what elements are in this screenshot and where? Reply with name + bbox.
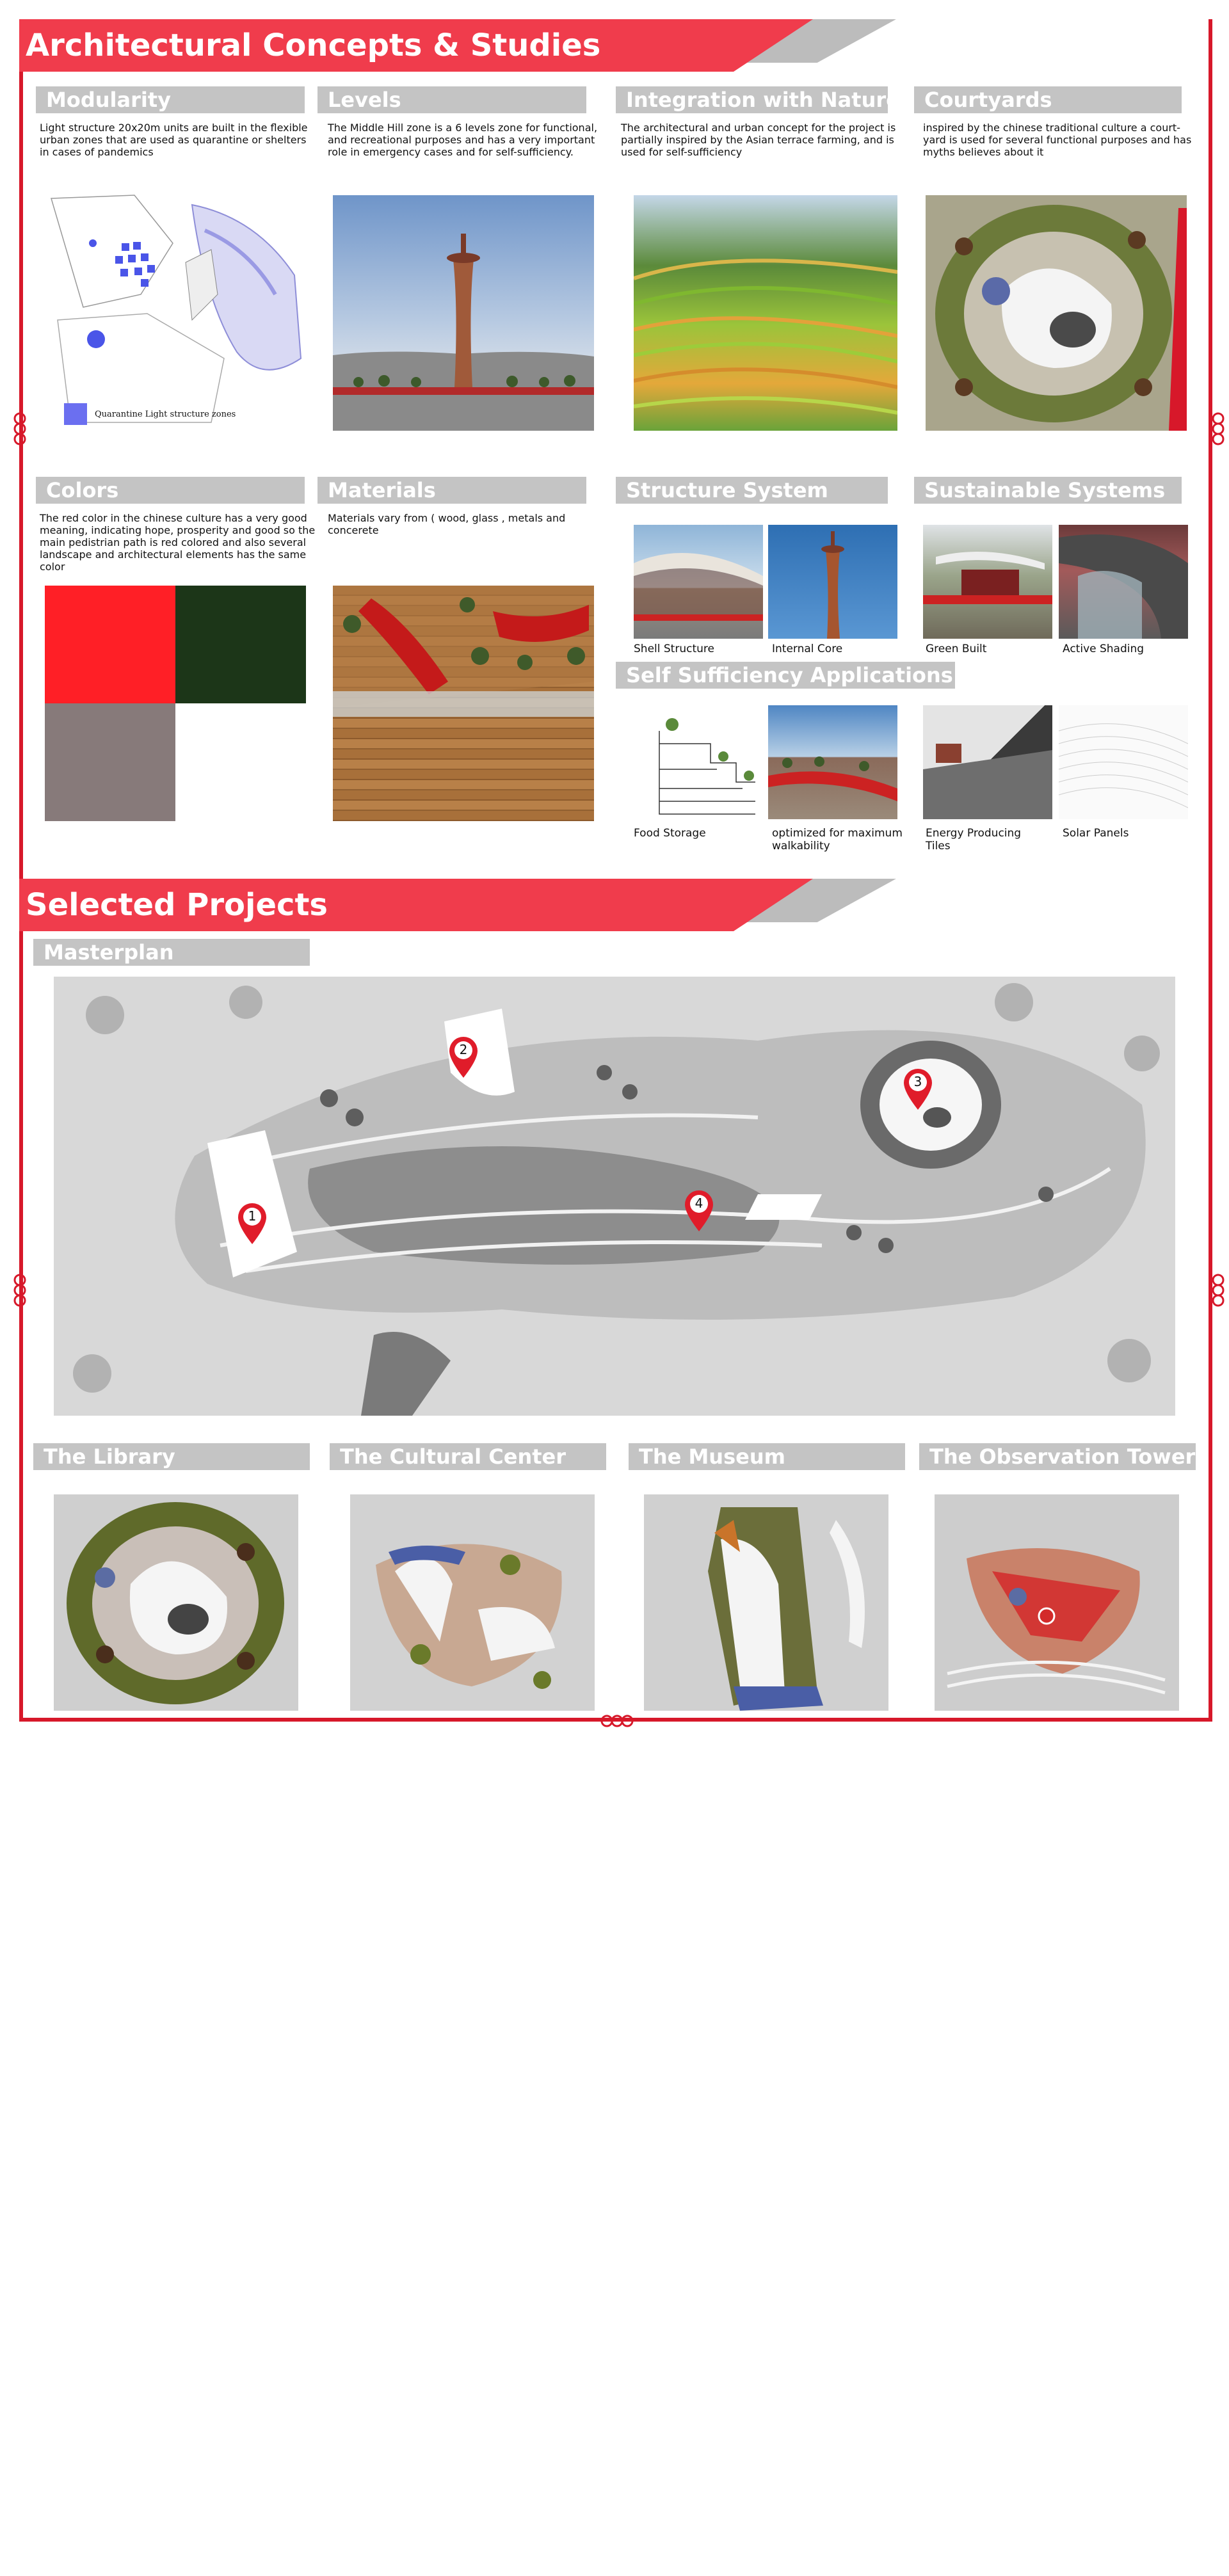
active-shading-image	[1059, 525, 1188, 639]
active-shading-caption: Active Shading	[1063, 643, 1145, 655]
masterplan-header: Masterplan	[33, 939, 310, 966]
courtyards-image	[926, 195, 1187, 431]
ornament-left-top	[9, 411, 31, 447]
modularity-header: Modularity	[36, 86, 305, 113]
masterplan-pin-2[interactable]	[447, 1034, 480, 1079]
museum-header: The Museum	[629, 1443, 905, 1470]
walkability-image	[768, 705, 897, 819]
courtyards-desc: inspired by the chinese traditional culture a court-yard is used for several functional purposes and has myths believes about it	[923, 122, 1192, 158]
solar-panels-caption: Solar Panels	[1063, 827, 1129, 840]
masterplan-pin-label: 2	[459, 1042, 468, 1057]
masterplan-image	[54, 977, 1175, 1416]
masterplan-pin-label: 4	[695, 1196, 703, 1211]
energy-tiles-image	[923, 705, 1052, 819]
cultural-center-header: The Cultural Center	[330, 1443, 606, 1470]
masterplan-pin-label: 1	[248, 1208, 257, 1224]
nature-desc: The architectural and urban concept for the project is partially inspired by the Asian terrace farming, and is used for self-sufficiency	[621, 122, 896, 158]
internal-core-image	[768, 525, 897, 639]
levels-desc: The Middle Hill zone is a 6 levels zone for functional, and recreational purposes and has a very important role in emergency cases and for self-sufficiency.	[328, 122, 598, 158]
levels-tower-image	[333, 195, 594, 431]
courtyards-header: Courtyards	[914, 86, 1182, 113]
swatch-grey	[45, 703, 175, 821]
colors-desc: The red color in the chinese culture has a very good meaning, indicating hope, prosperity and good so the main pedistrian path is red colored and also several landscape and architectural elements has the same color	[40, 512, 316, 573]
masterplan-pin-3[interactable]	[901, 1066, 935, 1111]
masterplan-pin-4[interactable]	[682, 1188, 716, 1233]
library-image	[54, 1494, 298, 1711]
solar-panels-image	[1059, 705, 1188, 819]
sustainable-header: Sustainable Systems	[914, 477, 1182, 504]
food-storage-caption: Food Storage	[634, 827, 706, 840]
concepts-title: Architectural Concepts & Studies	[26, 28, 601, 63]
materials-header: Materials	[317, 477, 586, 504]
museum-image	[644, 1494, 888, 1711]
modularity-legend: Quarantine Light structure zones	[95, 410, 236, 419]
green-built-image	[923, 525, 1052, 639]
modularity-plan-image	[45, 192, 306, 432]
observation-tower-image	[935, 1494, 1179, 1711]
projects-title: Selected Projects	[26, 887, 328, 923]
masterplan-pin-1[interactable]	[236, 1201, 269, 1245]
food-storage-sketch	[634, 705, 763, 819]
levels-header: Levels	[317, 86, 586, 113]
structure-header: Structure System	[616, 477, 888, 504]
colors-header: Colors	[36, 477, 305, 504]
green-built-caption: Green Built	[926, 643, 987, 655]
swatch-red	[45, 586, 175, 703]
color-swatch-grid	[45, 586, 306, 821]
masterplan-pin-label: 3	[913, 1074, 922, 1089]
swatch-green	[175, 586, 306, 703]
ornament-right-top	[1207, 411, 1229, 447]
cultural-center-image	[350, 1494, 595, 1711]
nature-header: Integration with Nature	[616, 86, 888, 113]
observation-tower-header: The Observation Tower	[919, 1443, 1196, 1470]
ornament-left-mid	[9, 1272, 31, 1308]
materials-wood-image	[333, 586, 594, 821]
internal-core-caption: Internal Core	[772, 643, 843, 655]
walkability-caption: optimized for maximum walkability	[772, 827, 903, 852]
modularity-desc: Light structure 20x20m units are built in the flexible urban zones that are used as quarantine or shelters in cases of pandemics	[40, 122, 308, 158]
library-header: The Library	[33, 1443, 310, 1470]
shell-structure-image	[634, 525, 763, 639]
nature-terrace-image	[634, 195, 897, 431]
self-sufficiency-header: Self Sufficiency Applications	[616, 662, 955, 689]
energy-tiles-caption: Energy Producing Tiles	[926, 827, 1022, 852]
shell-structure-caption: Shell Structure	[634, 643, 714, 655]
ornament-bottom	[598, 1710, 636, 1732]
ornament-right-mid	[1207, 1272, 1229, 1308]
materials-desc: Materials vary from ( wood, glass , metals and concerete	[328, 512, 566, 536]
